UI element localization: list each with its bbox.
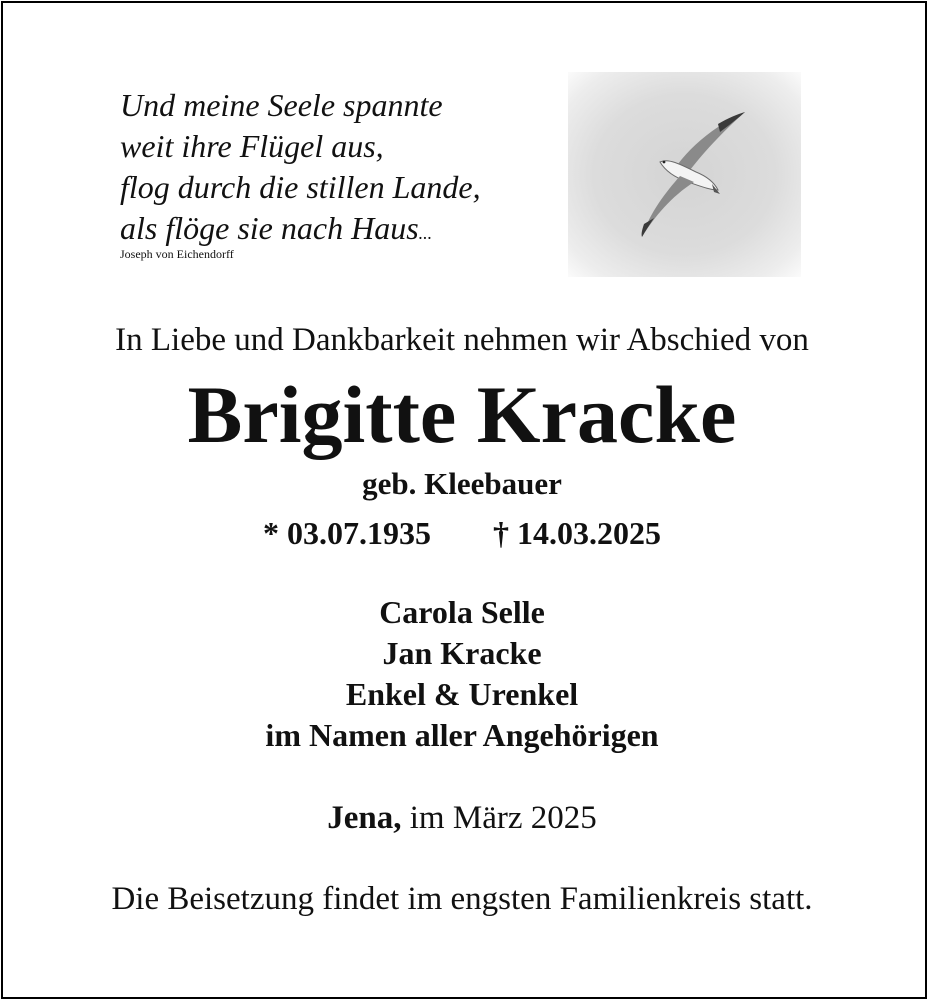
intro-text: In Liebe und Dankbarkeit nehmen wir Abschied von [115, 322, 809, 358]
place-and-date [0, 800, 924, 837]
poem-author: Joseph von Eichendorff [120, 247, 234, 261]
poem [120, 85, 481, 254]
poem-line: Und meine Seele spannte [120, 87, 443, 123]
poem-line: flog durch die stillen Lande, [120, 169, 481, 205]
city: Jena, [327, 800, 402, 836]
mourner: Carola Selle [379, 594, 545, 630]
maiden-name: geb. Kleebauer [362, 466, 562, 501]
deceased-name: Brigitte Kracke [187, 369, 737, 460]
mourner: Jan Kracke [382, 635, 542, 671]
burial-note: Die Beisetzung findet im engsten Familienkreis statt. [111, 881, 813, 917]
month-year: im März 2025 [409, 800, 597, 836]
death-date: † 14.03.2025 [493, 515, 661, 551]
poem-line-text: als flöge sie nach Haus [120, 210, 419, 246]
mourner: im Namen aller Angehörigen [265, 717, 659, 753]
life-dates [0, 515, 924, 552]
seagull-icon [568, 72, 801, 277]
poem-ellipsis: ... [418, 223, 433, 243]
seagull-photo [568, 72, 801, 277]
mourners-list [0, 592, 924, 756]
birth-date: * 03.07.1935 [263, 515, 431, 551]
mourner: Enkel & Urenkel [345, 676, 579, 712]
poem-line: weit ihre Flügel aus, [120, 128, 384, 164]
